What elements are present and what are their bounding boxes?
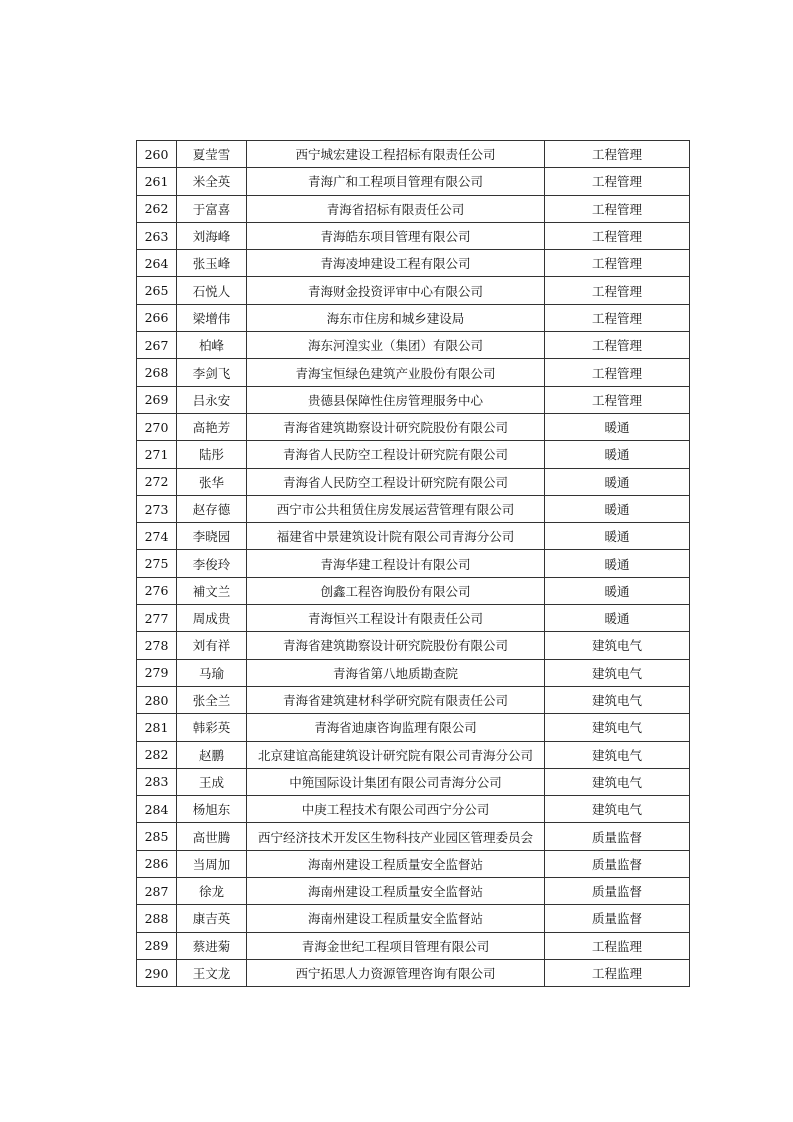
organization-cell: 青海宝恒绿色建筑产业股份有限公司 (247, 359, 545, 386)
specialty-cell: 建筑电气 (545, 659, 690, 686)
row-number-cell: 290 (137, 959, 177, 986)
table-row (137, 168, 690, 195)
row-number-cell: 272 (137, 468, 177, 495)
row-number-cell: 278 (137, 632, 177, 659)
specialty-cell: 建筑电气 (545, 686, 690, 713)
specialty-cell: 暖通 (545, 413, 690, 440)
specialty-cell: 建筑电气 (545, 632, 690, 659)
organization-cell: 青海皓东项目管理有限公司 (247, 222, 545, 249)
row-number-cell: 269 (137, 386, 177, 413)
organization-cell: 青海省建筑勘察设计研究院股份有限公司 (247, 632, 545, 659)
row-number-cell: 286 (137, 850, 177, 877)
person-name-cell: 李俊玲 (177, 550, 247, 577)
specialty-cell: 质量监督 (545, 850, 690, 877)
table-row (137, 686, 690, 713)
person-name-cell: 米全英 (177, 168, 247, 195)
table-row (137, 905, 690, 932)
row-number-cell: 268 (137, 359, 177, 386)
table-row (137, 195, 690, 222)
table-row (137, 495, 690, 522)
specialty-cell: 暖通 (545, 495, 690, 522)
organization-cell: 青海省人民防空工程设计研究院有限公司 (247, 441, 545, 468)
person-name-cell: 韩彩英 (177, 714, 247, 741)
row-number-cell: 267 (137, 332, 177, 359)
row-number-cell: 274 (137, 523, 177, 550)
person-name-cell: 张玉峰 (177, 250, 247, 277)
specialty-cell: 质量监督 (545, 905, 690, 932)
roster-table-body (137, 141, 690, 987)
table-row (137, 386, 690, 413)
specialty-cell: 建筑电气 (545, 741, 690, 768)
table-row (137, 250, 690, 277)
table-row (137, 413, 690, 440)
person-name-cell: 王文龙 (177, 959, 247, 986)
person-name-cell: 李剑飞 (177, 359, 247, 386)
table-row (137, 632, 690, 659)
row-number-cell: 276 (137, 577, 177, 604)
person-name-cell: 夏莹雪 (177, 141, 247, 168)
row-number-cell: 281 (137, 714, 177, 741)
specialty-cell: 工程管理 (545, 141, 690, 168)
organization-cell: 青海省招标有限责任公司 (247, 195, 545, 222)
person-name-cell: 石悦人 (177, 277, 247, 304)
person-name-cell: 当周加 (177, 850, 247, 877)
specialty-cell: 工程监理 (545, 959, 690, 986)
table-row (137, 932, 690, 959)
organization-cell: 西宁市公共租赁住房发展运营管理有限公司 (247, 495, 545, 522)
row-number-cell: 275 (137, 550, 177, 577)
organization-cell: 青海恒兴工程设计有限责任公司 (247, 605, 545, 632)
specialty-cell: 工程管理 (545, 359, 690, 386)
specialty-cell: 工程管理 (545, 222, 690, 249)
organization-cell: 青海华建工程设计有限公司 (247, 550, 545, 577)
table-row (137, 441, 690, 468)
table-row (137, 359, 690, 386)
row-number-cell: 265 (137, 277, 177, 304)
organization-cell: 西宁经济技术开发区生物科技产业园区管理委员会 (247, 823, 545, 850)
row-number-cell: 287 (137, 878, 177, 905)
person-name-cell: 杨旭东 (177, 796, 247, 823)
row-number-cell: 270 (137, 413, 177, 440)
table-row (137, 577, 690, 604)
row-number-cell: 273 (137, 495, 177, 522)
table-row (137, 550, 690, 577)
organization-cell: 青海财金投资评审中心有限公司 (247, 277, 545, 304)
person-name-cell: 赵存德 (177, 495, 247, 522)
specialty-cell: 暖通 (545, 550, 690, 577)
person-name-cell: 柏峰 (177, 332, 247, 359)
person-name-cell: 王成 (177, 768, 247, 795)
row-number-cell: 260 (137, 141, 177, 168)
specialty-cell: 工程管理 (545, 195, 690, 222)
table-row (137, 605, 690, 632)
person-name-cell: 刘有祥 (177, 632, 247, 659)
specialty-cell: 工程管理 (545, 277, 690, 304)
row-number-cell: 266 (137, 304, 177, 331)
table-row (137, 878, 690, 905)
organization-cell: 海东市住房和城乡建设局 (247, 304, 545, 331)
person-name-cell: 徐龙 (177, 878, 247, 905)
specialty-cell: 建筑电气 (545, 796, 690, 823)
person-name-cell: 张华 (177, 468, 247, 495)
specialty-cell: 工程管理 (545, 332, 690, 359)
person-name-cell: 刘海峰 (177, 222, 247, 249)
row-number-cell: 288 (137, 905, 177, 932)
table-row (137, 468, 690, 495)
table-row (137, 141, 690, 168)
person-name-cell: 高艳芳 (177, 413, 247, 440)
organization-cell: 青海广和工程项目管理有限公司 (247, 168, 545, 195)
organization-cell: 中篼国际设计集团有限公司青海分公司 (247, 768, 545, 795)
table-row (137, 332, 690, 359)
table-row (137, 714, 690, 741)
person-name-cell: 赵鹏 (177, 741, 247, 768)
table-row (137, 277, 690, 304)
table-row (137, 796, 690, 823)
person-name-cell: 周成贵 (177, 605, 247, 632)
specialty-cell: 建筑电气 (545, 768, 690, 795)
specialty-cell: 暖通 (545, 605, 690, 632)
person-name-cell: 陆彤 (177, 441, 247, 468)
row-number-cell: 285 (137, 823, 177, 850)
person-name-cell: 補文兰 (177, 577, 247, 604)
specialty-cell: 质量监督 (545, 823, 690, 850)
expert-roster-table (136, 140, 690, 987)
person-name-cell: 李晓园 (177, 523, 247, 550)
specialty-cell: 暖通 (545, 441, 690, 468)
specialty-cell: 工程管理 (545, 386, 690, 413)
organization-cell: 中庚工程技术有限公司西宁分公司 (247, 796, 545, 823)
person-name-cell: 康吉英 (177, 905, 247, 932)
specialty-cell: 暖通 (545, 577, 690, 604)
person-name-cell: 蔡进菊 (177, 932, 247, 959)
organization-cell: 青海省建筑建材科学研究院有限责任公司 (247, 686, 545, 713)
row-number-cell: 289 (137, 932, 177, 959)
row-number-cell: 280 (137, 686, 177, 713)
organization-cell: 贵德县保障性住房管理服务中心 (247, 386, 545, 413)
person-name-cell: 吕永安 (177, 386, 247, 413)
person-name-cell: 高世腾 (177, 823, 247, 850)
row-number-cell: 283 (137, 768, 177, 795)
organization-cell: 海东河湟实业（集团）有限公司 (247, 332, 545, 359)
row-number-cell: 262 (137, 195, 177, 222)
table-row (137, 304, 690, 331)
specialty-cell: 暖通 (545, 523, 690, 550)
organization-cell: 青海省迪康咨询监理有限公司 (247, 714, 545, 741)
organization-cell: 海南州建设工程质量安全监督站 (247, 850, 545, 877)
organization-cell: 青海省建筑勘察设计研究院股份有限公司 (247, 413, 545, 440)
organization-cell: 海南州建设工程质量安全监督站 (247, 878, 545, 905)
organization-cell: 青海凌坤建设工程有限公司 (247, 250, 545, 277)
row-number-cell: 279 (137, 659, 177, 686)
row-number-cell: 263 (137, 222, 177, 249)
person-name-cell: 梁增伟 (177, 304, 247, 331)
table-row (137, 959, 690, 986)
table-row (137, 523, 690, 550)
row-number-cell: 271 (137, 441, 177, 468)
person-name-cell: 马瑜 (177, 659, 247, 686)
organization-cell: 北京建谊高能建筑设计研究院有限公司青海分公司 (247, 741, 545, 768)
organization-cell: 青海省人民防空工程设计研究院有限公司 (247, 468, 545, 495)
row-number-cell: 261 (137, 168, 177, 195)
organization-cell: 海南州建设工程质量安全监督站 (247, 905, 545, 932)
organization-cell: 创鑫工程咨询股份有限公司 (247, 577, 545, 604)
specialty-cell: 工程管理 (545, 168, 690, 195)
organization-cell: 青海省第八地质勘查院 (247, 659, 545, 686)
table-row (137, 659, 690, 686)
table-row (137, 850, 690, 877)
specialty-cell: 暖通 (545, 468, 690, 495)
specialty-cell: 工程管理 (545, 304, 690, 331)
row-number-cell: 284 (137, 796, 177, 823)
table-row (137, 768, 690, 795)
person-name-cell: 于富喜 (177, 195, 247, 222)
organization-cell: 福建省中景建筑设计院有限公司青海分公司 (247, 523, 545, 550)
organization-cell: 青海金世纪工程项目管理有限公司 (247, 932, 545, 959)
specialty-cell: 工程管理 (545, 250, 690, 277)
row-number-cell: 277 (137, 605, 177, 632)
person-name-cell: 张全兰 (177, 686, 247, 713)
table-row (137, 741, 690, 768)
row-number-cell: 264 (137, 250, 177, 277)
table-row (137, 823, 690, 850)
organization-cell: 西宁城宏建设工程招标有限责任公司 (247, 141, 545, 168)
specialty-cell: 质量监督 (545, 878, 690, 905)
row-number-cell: 282 (137, 741, 177, 768)
specialty-cell: 建筑电气 (545, 714, 690, 741)
table-row (137, 222, 690, 249)
organization-cell: 西宁拓思人力资源管理咨询有限公司 (247, 959, 545, 986)
specialty-cell: 工程监理 (545, 932, 690, 959)
